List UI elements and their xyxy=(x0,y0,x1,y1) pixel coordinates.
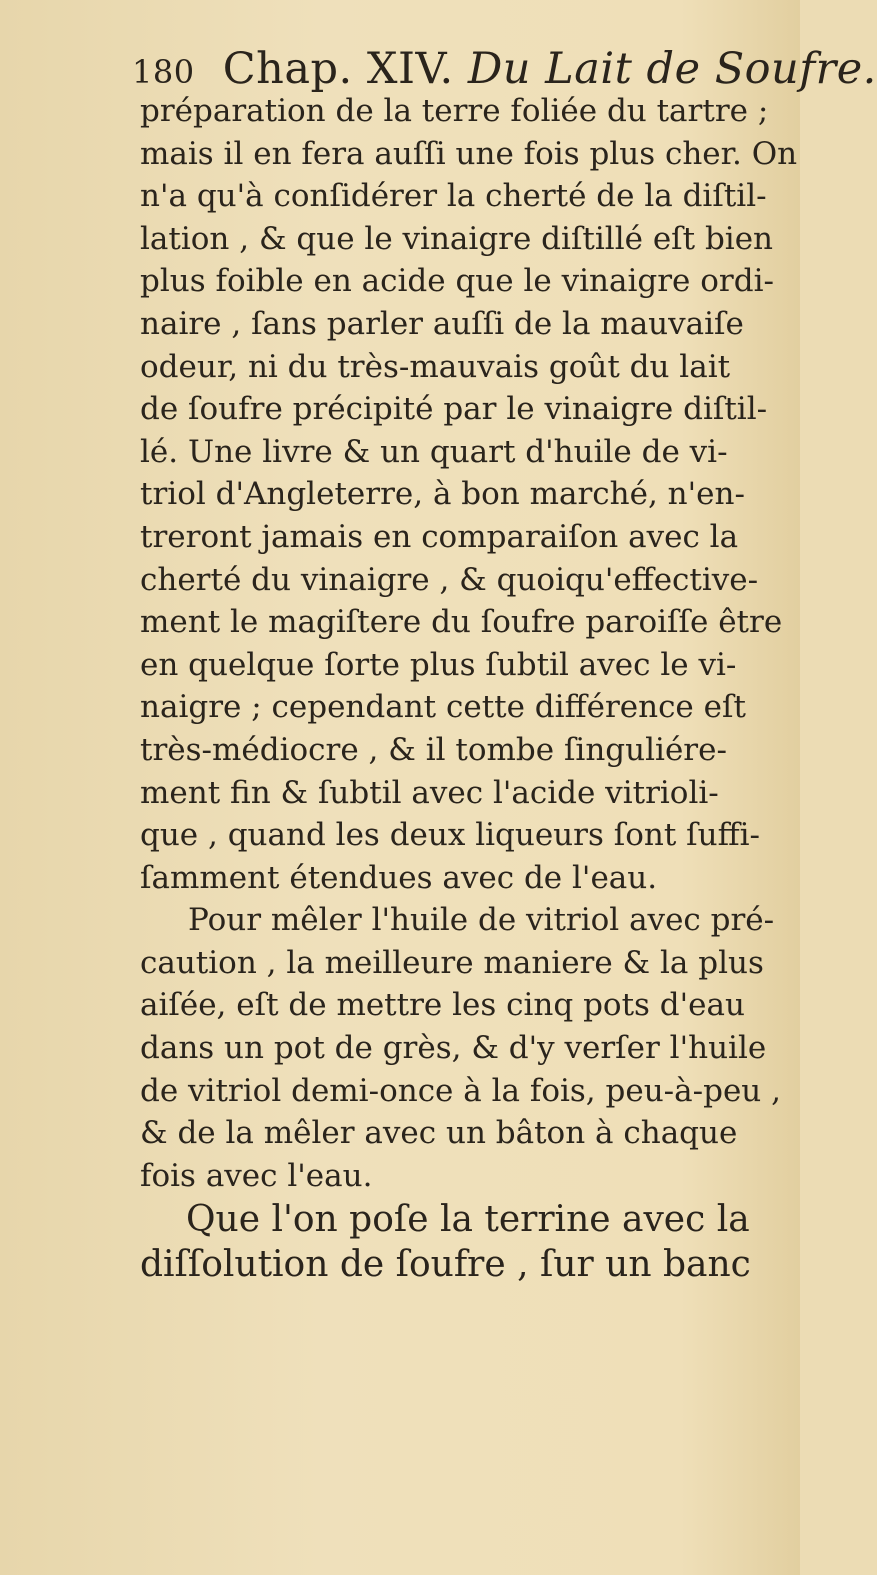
text-line: & de la mêler avec un bâton à chaque xyxy=(140,1115,738,1152)
chapter-label: Chap. XIV. xyxy=(222,44,454,94)
text-line: de vitriol demi-once à la fois, peu-à-peu , xyxy=(140,1072,781,1109)
text-line: lé. Une livre & un quart d'huile de vi- xyxy=(140,433,728,470)
text-line: odeur, ni du très-mauvais goût du lait xyxy=(140,348,731,385)
text-line: n'a qu'à conſidérer la cherté de la diſtil- xyxy=(140,178,767,215)
text-line: en quelque ſorte plus ſubtil avec le vi- xyxy=(140,646,737,683)
text-line: aiſée, eſt de mettre les cinq pots d'eau xyxy=(140,987,745,1024)
running-head xyxy=(132,44,877,94)
page-number: 180 xyxy=(132,53,195,91)
text-line: naigre ; cependant cette différence eſt xyxy=(140,689,746,726)
text-line: triol d'Angleterre, à bon marché, n'en- xyxy=(140,476,745,513)
text-line: préparation de la terre foliée du tartre ; xyxy=(140,93,769,129)
text-line: diſſolution de ſoufre , ſur un banc xyxy=(140,1244,751,1286)
text-line: mais il en fera auſſi une fois plus cher. On xyxy=(140,135,798,172)
paragraph-start-line: Que l'on poſe la terrine avec la xyxy=(186,1199,750,1241)
text-line: ment fin & ſubtil avec l'acide vitrioli- xyxy=(140,774,719,811)
body-text xyxy=(140,90,798,1287)
text-line: dans un pot de grès, & d'y verſer l'huile xyxy=(140,1030,767,1067)
text-line: plus foible en acide que le vinaigre ordi- xyxy=(140,263,774,300)
text-line: treront jamais en comparaiſon avec la xyxy=(140,518,739,555)
text-line: caution , la meilleure maniere & la plus xyxy=(140,944,764,981)
text-line: naire , ſans parler auſſi de la mauvaiſe xyxy=(140,305,744,342)
text-line: fois avec l'eau. xyxy=(140,1157,373,1194)
chapter-subject: Du Lait de Soufre. xyxy=(467,44,877,94)
text-line: de ſoufre précipité par le vinaigre diſtil- xyxy=(140,391,768,428)
text-line: cherté du vinaigre , & quoiqu'effective- xyxy=(140,561,759,598)
text-line: ment le magiſtere du ſoufre paroiſſe être xyxy=(140,604,783,641)
text-line: que , quand les deux liqueurs ſont ſuffi- xyxy=(140,817,760,854)
text-line: très-médiocre , & il tombe ſinguliére- xyxy=(140,731,727,768)
paragraph-start-line: Pour mêler l'huile de vitriol avec pré- xyxy=(188,902,775,939)
text-line: lation , & que le vinaigre diſtillé eſt bien xyxy=(140,220,774,257)
text-line: ſamment étendues avec de l'eau. xyxy=(140,859,658,896)
